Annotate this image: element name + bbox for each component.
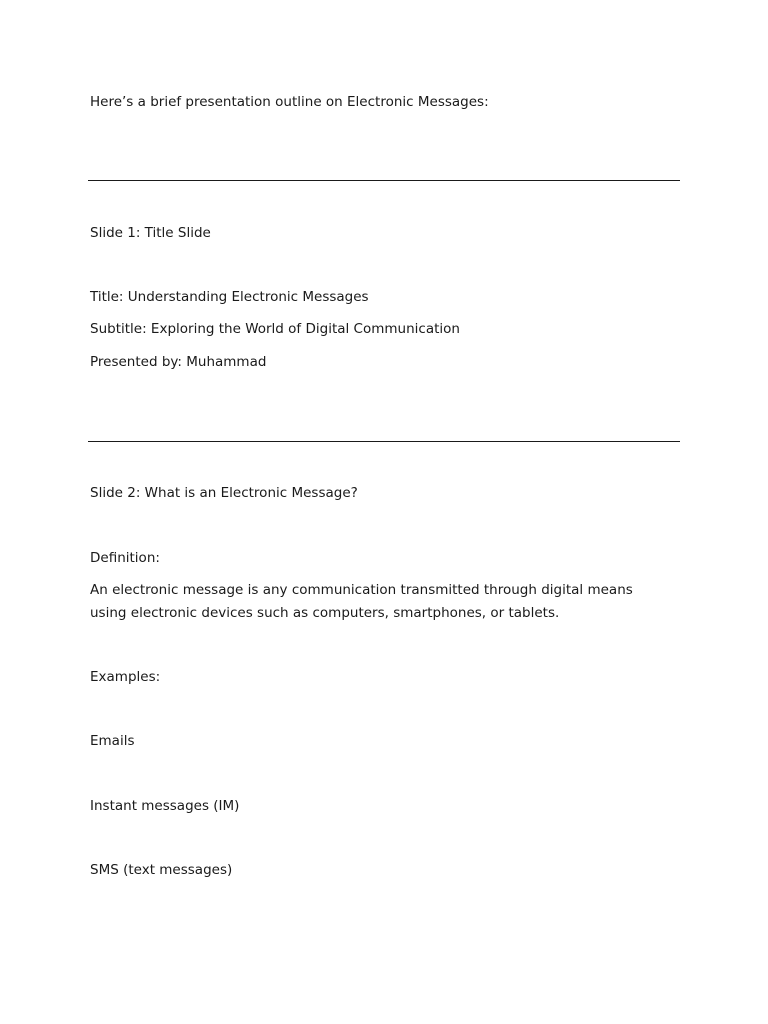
slide-1-heading: Slide 1: Title Slide [90, 225, 211, 241]
example-item: Emails [90, 733, 135, 749]
section-divider [88, 180, 680, 181]
examples-label: Examples: [90, 669, 161, 685]
section-divider [88, 441, 680, 442]
slide-2-heading: Slide 2: What is an Electronic Message? [90, 485, 358, 501]
definition-text: An electronic message is any communication transmitted through digital means using electronic devices such as computers, smartphones, or tablets. [90, 582, 633, 621]
slide-1-title: Title: Understanding Electronic Messages [90, 289, 369, 305]
intro-text: Here’s a brief presentation outline on Electronic Messages: [90, 94, 489, 110]
slide-1-subtitle: Subtitle: Exploring the World of Digital Communication [90, 321, 460, 337]
example-item: Instant messages (IM) [90, 798, 240, 814]
slide-1-presenter: Presented by: Muhammad [90, 354, 267, 370]
definition-label: Definition: [90, 550, 160, 566]
example-item: SMS (text messages) [90, 862, 233, 878]
